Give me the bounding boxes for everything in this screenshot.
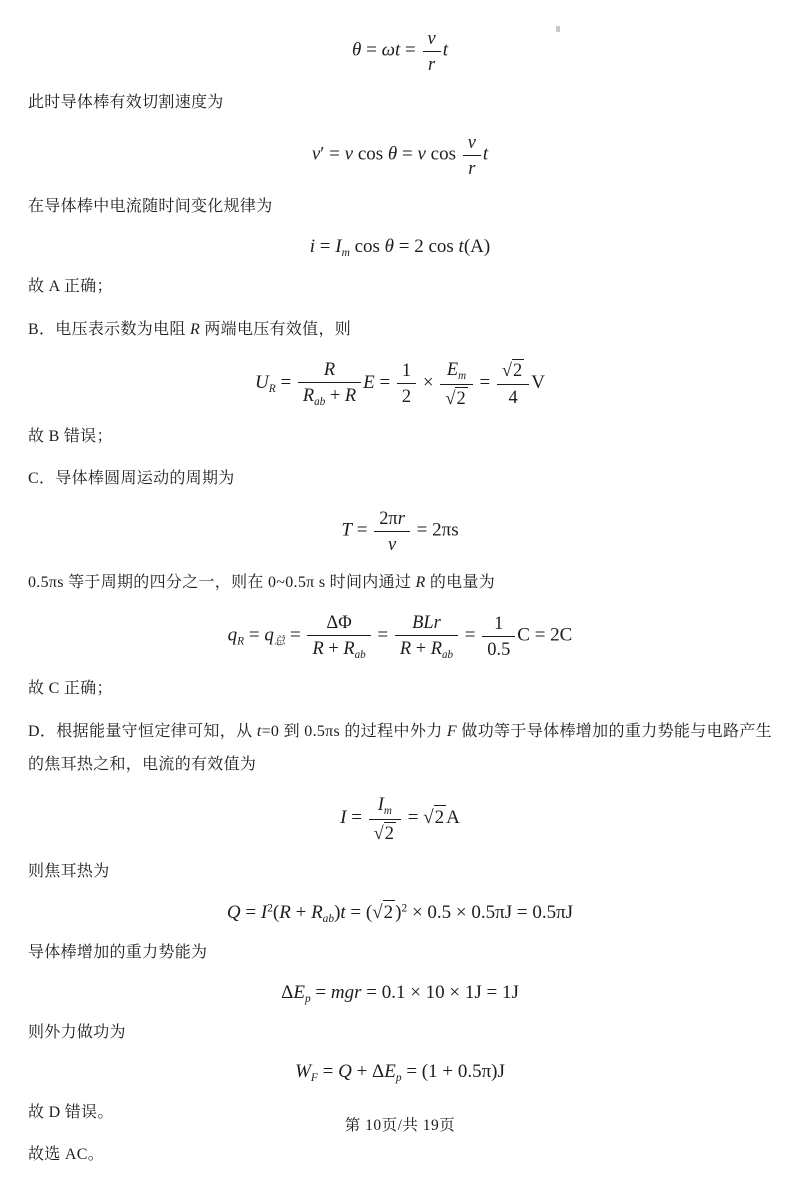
formula-gravitational-pe: $\Delta E_p$ = mgr = 0.1 × 10 × 1J = 1J	[281, 981, 519, 1005]
para-effective-cutting-speed: 此时导体棒有效切割速度为	[28, 94, 224, 112]
formula-period: T = $\frac{2\pi r}{v}$ = 2πs	[341, 507, 459, 555]
formula-external-work: $W_F = Q + \Delta E_p = (1 + 0.5\pi)J$	[295, 1061, 505, 1085]
para-option-b: B．电压表示数为电阻 R 两端电压有效值，则	[28, 320, 352, 338]
scan-artifact-dot	[556, 26, 560, 32]
solution-document-page	[28, 27, 772, 1172]
page-number-footer	[0, 1113, 800, 1135]
para-quarter-period: 0.5πs 等于周期的四分之一，则在 0~0.5π s 时间内通过 R 的电量为	[28, 574, 496, 592]
page-number: 第 10页/共 19页	[344, 1117, 456, 1134]
para-gravitational-pe-intro: 导体棒增加的重力势能为	[28, 943, 208, 961]
formula-joule-heat: $Q = I^2(R + R_{ab})t = (√2$ )$^2$ × 0.5 × 0.5πJ = 0.5πJ	[226, 901, 574, 925]
para-conclusion-a: 故 A 正确；	[28, 278, 113, 296]
para-option-d: D．根据能量守恒定律可知，从 t=0 到 0.5πs 的过程中外力 F 做功等于导体棒增加的重力势能与电路产生的焦耳热之和，电流的有效值为	[28, 722, 772, 774]
formula-current: $i = I_m$ cos θ = 2 cos t(A)	[309, 236, 491, 259]
formula-charge: $q_R = q_总$ = $\frac{\Delta\Phi}{R + R_{ab}}$ = $\frac{\text{BLr}}{R + R_{ab}}$ = $\frac{1}{0.5}$ C = 2C	[227, 611, 573, 661]
para-joule-heat-intro: 则焦耳热为	[28, 862, 110, 880]
para-conclusion-c: 故 C 正确；	[28, 680, 113, 698]
para-external-work-intro: 则外力做功为	[28, 1023, 126, 1041]
formula-voltage-ur: $U_R$ = $\frac{R}{R_{ab} + R}$ E = $\frac{1}{2}$ × $\frac{E_m}{√2}$ = $\frac{√2}{4}$ V	[254, 358, 545, 409]
formula-theta-equals-omega-t: θ = ωt = $\frac{v}{r}$ t	[352, 28, 448, 75]
formula-rms-current: I = $\frac{I_m}{√2}$ = √2 A	[340, 793, 460, 843]
para-conclusion-d: 故 D 错误。	[28, 1103, 114, 1121]
para-final-answer: 故选 AC。	[28, 1146, 105, 1164]
para-option-c: C．导体棒圆周运动的周期为	[28, 470, 235, 488]
para-current-vs-time: 在导体棒中电流随时间变化规律为	[28, 198, 273, 216]
para-conclusion-b: 故 B 错误；	[28, 427, 113, 445]
formula-v-prime: v′ = v cos θ = v cos $\frac{v}{r}$ t	[311, 132, 489, 179]
